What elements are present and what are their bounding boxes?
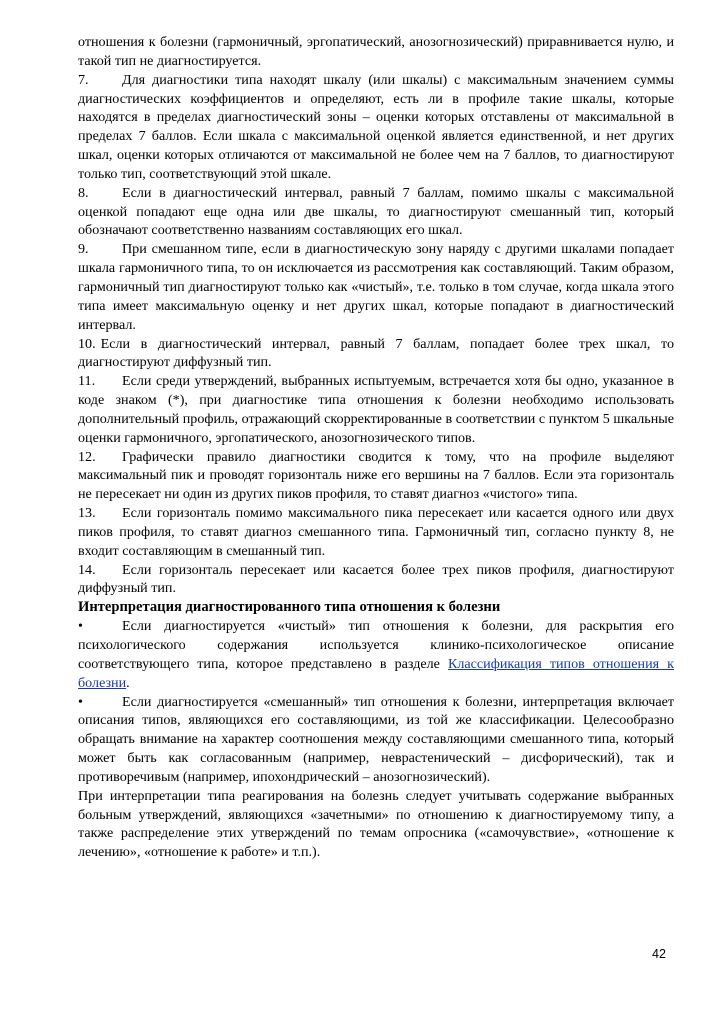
paragraph-item-11: [78, 372, 674, 447]
paragraph-item-10: [78, 335, 674, 373]
item-number: 14.: [78, 561, 96, 578]
page-content: [78, 33, 674, 862]
item-number: 8.: [78, 184, 89, 201]
classification-link[interactable]: Классификация типов отношения к болезни: [78, 655, 674, 691]
paragraph-text: При смешанном типе, если в диагностическую зону наряду с другими шкалами попадает шкала гармоничного типа, то он исключается из рассмотрения как составляющий. Таким образом, гармоничный тип диагностируют только как «чистый», т.е. только в том случае, когда шкала этого типа имеет максимальную оценку и нет других шкал, которые попадают в диагностический интервал.: [78, 241, 674, 333]
paragraph-continuation: [78, 33, 674, 71]
bullet-text-end: .: [126, 674, 130, 691]
item-number: 11.: [78, 373, 96, 390]
bullet-item-pure-type: [78, 617, 674, 692]
paragraph-text: Для диагностики типа находят шкалу (или шкалы) с максимальным значением суммы диагностических коэффициентов и определяют, есть ли в профиле такие шкалы, которые находятся в пределах диагностический зоны – оценки которых отставлены от максимальной в пределах 7 баллов. Если шкала с максимальной оценкой является единственной, и нет других шкал, оценки которых отличаются от максимальной не более чем на 7 баллов, то диагностируют только тип, соответствующий этой шкале.: [78, 71, 674, 182]
paragraph-item-14: [78, 561, 674, 599]
paragraph-item-7: [78, 71, 674, 184]
paragraph-text: Если в диагностический интервал, равный 7 баллам, помимо шкалы с максимальной оценкой попадают еще одна или две шкалы, то диагностируют смешанный тип, который обозначают соответственно названиям составляющих его шкал.: [78, 184, 674, 239]
item-number: 9.: [78, 241, 89, 258]
closing-paragraph: При интерпретации типа реагирования на болезнь следует учитывать содержание выбранных больным утверждений, являющихся «зачетными» по отношению к диагностируемому типу, а также распределение этих утверждений по темам опросника («самочувствие», «отношение к лечению», «отношение к работе» и т.п.).: [78, 787, 674, 861]
paragraph-text: Если в диагностический интервал, равный 7 баллам, попадает более трех шкал, то диагностируют диффузный тип.: [78, 335, 674, 371]
bullet-marker: •: [78, 693, 83, 710]
item-number: 10.: [78, 335, 96, 352]
bullet-text: Если диагностируется «смешанный» тип отношения к болезни, интерпретация включает описания типов, являющихся его составляющими, из той же классификации. Целесообразно обращать внимание на характер соотношения между составляющими смешанного типа, который может быть как согласованным (например, неврастенический – дисфорический), так и противоречивым (например, ипохондрический – анозогнозический).: [78, 693, 674, 785]
paragraph-text: Если горизонталь пересекает или касается более трех пиков профиля, диагностируют диффузный тип.: [78, 561, 674, 597]
paragraph-item-13: [78, 504, 674, 561]
item-number: 7.: [78, 71, 89, 88]
bullet-marker: •: [78, 618, 83, 635]
paragraph-item-9: [78, 240, 674, 334]
bullet-item-mixed-type: [78, 693, 674, 787]
item-number: 13.: [78, 505, 96, 522]
paragraph-item-8: [78, 184, 674, 241]
item-number: 12.: [78, 448, 96, 465]
paragraph-item-12: [78, 448, 674, 505]
page-number: 42: [652, 947, 666, 961]
paragraph-text: отношения к болезни (гармоничный, эргопатический, анозогнозический) приравнивается нулю, и такой тип не диагностируется.: [78, 34, 674, 69]
paragraph-text: Графически правило диагностики сводится к тому, что на профиле выделяют максимальный пик и проводят горизонталь ниже его вершины на 7 баллов. Если эта горизонталь не пересекает ни один из других пиков профиля, то ставят диагноз «чистого» типа.: [78, 448, 674, 503]
paragraph-text: Если горизонталь помимо максимального пика пересекает или касается одного или двух пиков профиля, то ставят диагноз смешанного типа. Гармоничный тип, согласно пункту 8, не входит составляющим в смешанный тип.: [78, 505, 674, 559]
bullet-text: Если диагностируется «чистый» тип отношения к болезни, для раскрытия его психологического содержания используется клинико-психологическое описание соответствующего типа, которое представлено в разделе: [78, 618, 674, 672]
paragraph-text: Если среди утверждений, выбранных испытуемым, встречается хотя бы одно, указанное в коде знаком (*), при диагностике типа отношения к болезни необходимо использовать дополнительный профиль, отражающий скорректированные в соответствии с пунктом 5 шкальные оценки гармоничного, эргопатического, анозогнозического типов.: [78, 373, 674, 446]
section-heading: Интерпретация диагностированного типа отношения к болезни: [78, 599, 501, 616]
